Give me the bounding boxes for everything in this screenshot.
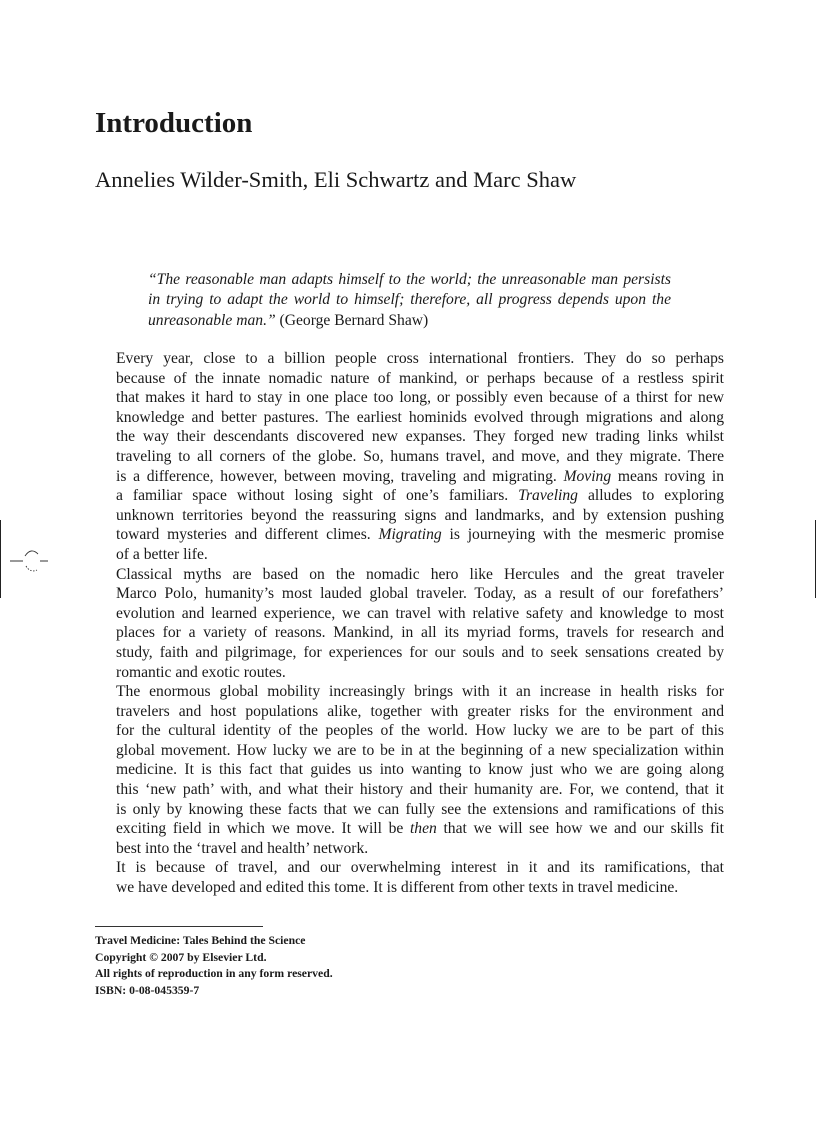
body-paragraph: [95, 858, 724, 897]
body-paragraph: [95, 565, 724, 683]
body-text: [95, 349, 724, 898]
text-line: Classical myths are based on the nomadic hero like Hercules and the great traveler: [116, 565, 724, 583]
footnote-copyright: Copyright © 2007 by Elsevier Ltd.: [95, 950, 267, 964]
text-line: is a difference, however, between moving, traveling and migrating. Moving means roving in: [116, 467, 724, 485]
text-line: for the cultural identity of the peoples of the world. How lucky we are to be part of this: [116, 722, 724, 740]
epigraph-attribution: (George Bernard Shaw): [275, 311, 429, 329]
text-line: knowledge and better pastures. The earliest hominids evolved through migrations and along: [116, 408, 724, 426]
text-line: romantic and exotic routes.: [116, 663, 286, 681]
footnote-rights: All rights of reproduction in any form reserved.: [95, 967, 333, 981]
footnote-book-title: Travel Medicine: Tales Behind the Science: [95, 934, 306, 947]
text-line: The enormous global mobility increasingly brings with it an increase in health risks for: [116, 683, 724, 701]
footnote-isbn: ISBN: 0-08-045359-7: [95, 983, 200, 997]
text-line: medicine. It is this fact that guides us into wanting to know just who we are going along: [116, 761, 724, 779]
text-line: because of the innate nomadic nature of mankind, or perhaps because of a restless spirit: [116, 369, 724, 387]
crop-mark-left: [0, 520, 1, 598]
registration-mark-icon: [10, 548, 52, 574]
text-line: travelers and host populations alike, together with greater risks for the environment and: [116, 702, 724, 720]
text-line: best into the ‘travel and health’ network.: [116, 839, 369, 857]
epigraph-quote: “The reasonable man adapts himself to the world; the unreasonable man persists in trying to adapt the world to himself; therefore, all progress depends upon the unreasonable man.”: [148, 271, 671, 329]
body-paragraph: [95, 349, 724, 565]
chapter-title: Introduction: [95, 107, 253, 139]
text-line: is only by knowing these facts that we can fully see the extensions and ramifications of this: [116, 800, 724, 818]
text-line: unknown territories beyond the reassuring signs and landmarks, and by extension pushing: [116, 506, 724, 524]
text-line: the way their descendants discovered new expanses. They forged new trading links whilst: [116, 428, 724, 446]
text-line: traveling to all corners of the globe. So, humans travel, and move, and they migrate. There: [116, 447, 724, 465]
body-paragraph: [95, 682, 724, 858]
text-line: It is because of travel, and our overwhelming interest in it and its ramifications, that: [116, 859, 724, 877]
epigraph: [148, 270, 671, 331]
text-line: places for a variety of reasons. Mankind, in all its myriad forms, travels for research and: [116, 624, 724, 642]
text-line: we have developed and edited this tome. It is different from other texts in travel medicine.: [116, 879, 679, 897]
copyright-footnote: [95, 933, 333, 999]
text-line: study, faith and pilgrimage, for experiences for our souls and to seek sensations created by: [116, 643, 724, 661]
text-line: of a better life.: [116, 545, 208, 563]
text-line: this ‘new path’ with, and what their history and their humanity are. For, we contend, that it: [116, 781, 724, 799]
chapter-authors: Annelies Wilder-Smith, Eli Schwartz and Marc Shaw: [95, 167, 577, 192]
text-line: global movement. How lucky we are to be in at the beginning of a new specialization within: [116, 741, 724, 759]
text-line: Marco Polo, humanity’s most lauded global traveler. Today, as a result of our forefathers’: [116, 585, 724, 603]
footnote-rule: [95, 926, 263, 927]
text-line: evolution and learned experience, we can travel with relative safety and knowledge to most: [116, 604, 724, 622]
text-line: toward mysteries and different climes. Migrating is journeying with the mesmeric promise: [116, 526, 724, 544]
text-line: that makes it hard to stay in one place too long, or possibly even because of a thirst for new: [116, 389, 724, 407]
text-line: exciting field in which we move. It will be then that we will see how we and our skills fit: [116, 820, 724, 838]
text-line: Every year, close to a billion people cross international frontiers. They do so perhaps: [116, 350, 724, 367]
text-line: a familiar space without losing sight of one’s familiars. Traveling alludes to exploring: [116, 487, 724, 505]
